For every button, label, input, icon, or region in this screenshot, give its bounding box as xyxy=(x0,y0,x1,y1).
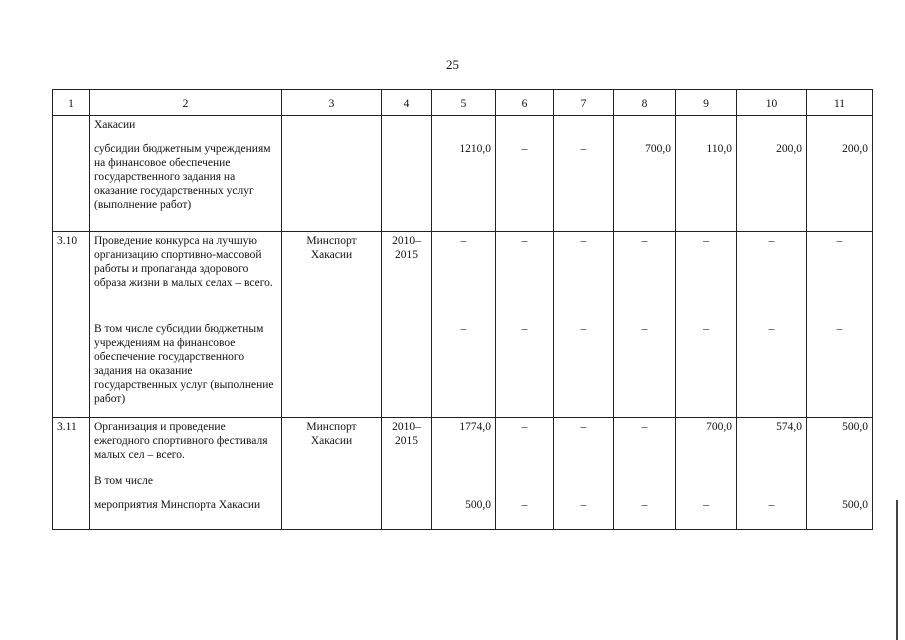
row-code xyxy=(53,496,90,530)
column-header: 8 xyxy=(614,90,676,116)
row-value: 700,0 xyxy=(676,418,737,472)
row-executor xyxy=(282,472,382,496)
row-value: – xyxy=(496,232,554,320)
table-row xyxy=(53,232,873,320)
row-value: 500,0 xyxy=(807,496,873,530)
row-value xyxy=(737,472,807,496)
row-value xyxy=(554,116,614,140)
row-description: субсидии бюджетным учреждениям на финансовое обеспечение государственного задания на оказание государственных услуг (выполнение работ) xyxy=(90,140,282,232)
row-value: – xyxy=(737,496,807,530)
column-header: 10 xyxy=(737,90,807,116)
row-value: 500,0 xyxy=(807,418,873,472)
row-description: В том числе xyxy=(90,472,282,496)
row-value: – xyxy=(807,232,873,320)
table-row xyxy=(53,116,873,140)
page-number: 25 xyxy=(446,57,459,72)
row-period: 2010–2015 xyxy=(382,232,432,320)
row-executor xyxy=(282,140,382,232)
row-value: 200,0 xyxy=(807,140,873,232)
column-header: 5 xyxy=(432,90,496,116)
row-description: мероприятия Минспорта Хакасии xyxy=(90,496,282,530)
row-value: – xyxy=(432,232,496,320)
row-value: – xyxy=(737,232,807,320)
row-code: 3.10 xyxy=(53,232,90,320)
row-period xyxy=(382,140,432,232)
row-value xyxy=(496,116,554,140)
row-code xyxy=(53,116,90,140)
row-value xyxy=(737,116,807,140)
row-code: 3.11 xyxy=(53,418,90,472)
row-value: – xyxy=(496,418,554,472)
column-header: 3 xyxy=(282,90,382,116)
program-budget-table xyxy=(52,89,873,530)
row-executor: Минспорт Хакасии xyxy=(282,418,382,472)
row-executor xyxy=(282,496,382,530)
row-value xyxy=(432,472,496,496)
header-row xyxy=(53,90,873,116)
row-value: – xyxy=(496,496,554,530)
row-description: Проведение конкурса на лучшую организацию спортивно-массовой работы и пропаганда здорового образа жизни в малых селах – всего. xyxy=(90,232,282,320)
row-executor xyxy=(282,116,382,140)
row-value xyxy=(614,116,676,140)
row-code xyxy=(53,472,90,496)
row-value: – xyxy=(554,232,614,320)
column-header: 1 xyxy=(53,90,90,116)
row-period xyxy=(382,496,432,530)
row-value: – xyxy=(614,232,676,320)
row-value: – xyxy=(554,496,614,530)
row-description: В том числе субсидии бюджетным учреждениям на финансовое обеспечение государственного задания на оказание государственных услуг (выполнение работ) xyxy=(90,320,282,418)
column-header: 4 xyxy=(382,90,432,116)
table-row xyxy=(53,472,873,496)
scan-edge-line xyxy=(896,500,898,640)
row-value: 1774,0 xyxy=(432,418,496,472)
row-period: 2010–2015 xyxy=(382,418,432,472)
row-value: 110,0 xyxy=(676,140,737,232)
row-period xyxy=(382,320,432,418)
row-code xyxy=(53,140,90,232)
row-value xyxy=(807,116,873,140)
column-header: 7 xyxy=(554,90,614,116)
row-value: – xyxy=(496,320,554,418)
row-description: Организация и проведение ежегодного спортивного фестиваля малых сел – всего. xyxy=(90,418,282,472)
row-value: – xyxy=(614,418,676,472)
row-value: 574,0 xyxy=(737,418,807,472)
row-executor: Минспорт Хакасии xyxy=(282,232,382,320)
row-value xyxy=(554,472,614,496)
row-value xyxy=(496,472,554,496)
row-value: – xyxy=(676,496,737,530)
table-row xyxy=(53,418,873,472)
row-value xyxy=(432,116,496,140)
row-code xyxy=(53,320,90,418)
row-value xyxy=(676,472,737,496)
row-value: – xyxy=(432,320,496,418)
row-value: – xyxy=(554,320,614,418)
row-value xyxy=(614,472,676,496)
row-period xyxy=(382,472,432,496)
column-header: 6 xyxy=(496,90,554,116)
row-value: 500,0 xyxy=(432,496,496,530)
column-header: 2 xyxy=(90,90,282,116)
column-header: 9 xyxy=(676,90,737,116)
table-row xyxy=(53,140,873,232)
row-value: – xyxy=(614,496,676,530)
row-period xyxy=(382,116,432,140)
table-row xyxy=(53,320,873,418)
row-value xyxy=(676,116,737,140)
row-value: – xyxy=(554,418,614,472)
row-value: – xyxy=(496,140,554,232)
row-value: – xyxy=(807,320,873,418)
row-value xyxy=(807,472,873,496)
row-value: – xyxy=(554,140,614,232)
column-header: 11 xyxy=(807,90,873,116)
row-value: – xyxy=(614,320,676,418)
row-value: 200,0 xyxy=(737,140,807,232)
row-value: – xyxy=(676,232,737,320)
row-description: Хакасии xyxy=(90,116,282,140)
table-row xyxy=(53,496,873,530)
row-value: 700,0 xyxy=(614,140,676,232)
row-executor xyxy=(282,320,382,418)
row-value: 1210,0 xyxy=(432,140,496,232)
row-value: – xyxy=(737,320,807,418)
row-value: – xyxy=(676,320,737,418)
